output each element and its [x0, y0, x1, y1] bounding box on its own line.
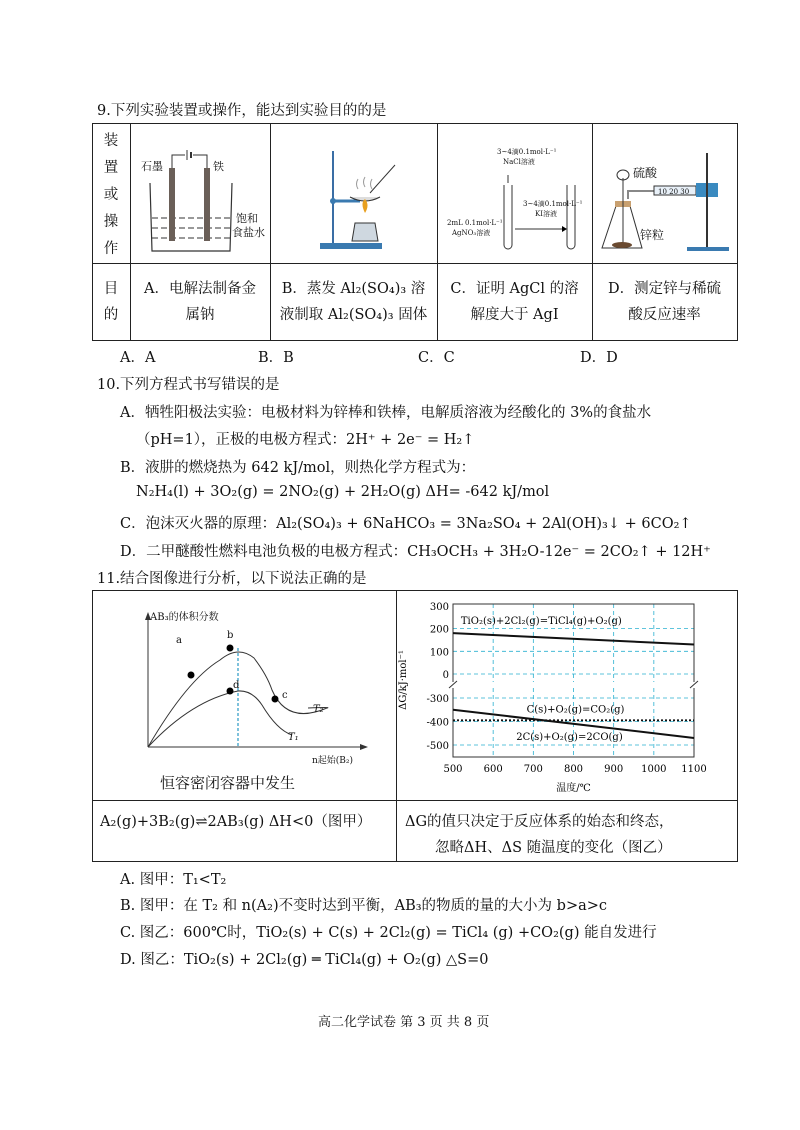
curve-t1-label: T₁ [288, 732, 299, 743]
fig-b-caption-1: ΔG的值只决定于反应体系的始态和终态， [405, 814, 674, 830]
fig-a-reaction: A₂(g)+3B₂(g)⇌2AB₃(g) ΔH<0（图甲） [100, 814, 372, 830]
fig-a-caption: 恒容密闭容器中发生 [160, 774, 296, 792]
page-footer: 高二化学试卷 第 3 页 共 8 页 [318, 1015, 490, 1030]
point-d: d [233, 680, 240, 691]
figure-b-chart [396, 590, 736, 800]
exam-page: 9.下列实验装置或操作，能达到实验目的的是 装 置 或 操 作 目 的 石墨 铁 饱和 食盐水 3~4滴0.1mol·L⁻¹ NaCl溶液 2mL 0.1mol·L⁻¹ AgNO₃溶液 3~4滴0.1mol·L⁻¹ KI溶液 硫酸 10 20 30 锌粒 A．电解法制备金 属钠 B．蒸发 Al₂(SO₄)₃ 溶 液制取 Al₂(SO₄)₃ 固体 C．证明 AgCl 的溶 解度大于 AgI D．测定锌与稀硫 酸反应速率 A．A B．B C．C D．D 10.下列方程式书写错误的是 A．牺牲阳极法实验：电极材料为锌棒和铁棒，电解质溶液为经酸化的 3%的食盐水 （pH=1），正极的电极方程式：2H⁺ + 2e⁻ = H₂↑ B．液肼的燃烧热为 642 kJ/mol，则热化学方程式为： N₂H₄(l) + 3O₂(g) = 2NO₂(g) + 2H₂O(g) ΔH= -642 kJ/mol C．泡沫灭火器的原理：Al₂(SO₄)₃ + 6NaHCO₃ = 3Na₂SO₄ + 2Al(OH)₃↓ + 6CO₂↑ D．二甲醚酸性燃料电池负极的电极方程式：CH₃OCH₃ + 3H₂O-12e⁻ = 2CO₂↑ + 12H⁺ 11.结合图像进行分析，以下说法正确的是 AB₃的体积分数 a b c d T₂ T₁ n起始(B₂) 恒容密闭容器中发生 A₂(g)+3B₂(g)⇌2AB₃(g) ΔH<0（图甲） 300 200 100 0 -300 -400 -500 500 600 700 800 900 1000 1100 温度/℃ ΔG/kJ·mol⁻¹ TiO₂(s)+2Cl₂(g)=TiCl₄(g)+O₂(g) C(s)+O₂(g)=CO₂(g) 2C(s)+O₂(g)=2CO(g) ΔG的值只决定于反应体系的始态和终态， 忽略ΔH、ΔS 随温度的变化（图乙） A. 图甲：T₁<T₂ B. 图甲：在 T₂ 和 n(A₂)不变时达到平衡，AB₃的物质的量的大小为 b>a>c C. 图乙：600℃时，TiO₂(s) + C(s) + 2Cl₂(g) = TiCl₄ (g) +CO₂(g) 能自发进行 D. 图乙：TiO₂(s) + 2Cl₂(g) ═ TiCl₄(g) + O₂(g) △S=0 高二化学试卷 第 3 页 共 8 页 [0, 0, 800, 1130]
point-c: c [282, 690, 288, 701]
y-tick-label: 200 [429, 624, 449, 636]
q10-option-b: B．液肼的燃烧热为 642 kJ/mol，则热化学方程式为： [120, 460, 476, 476]
point-b: b [227, 630, 234, 641]
fig-a-xlabel: n起始(B₂) [312, 756, 354, 766]
row-header-apparatus: 装 置 或 操 作 [103, 133, 119, 257]
label-iron: 铁 [213, 160, 224, 173]
q10-option-b-eq: N₂H₄(l) + 3O₂(g) = 2NO₂(g) + 2H₂O(g) ΔH= -642 kJ/mol [136, 484, 550, 500]
axis-break-gap [447, 682, 700, 688]
label-graphite: 石墨 [141, 160, 163, 173]
curve-t2-label: T₂ [313, 704, 324, 715]
test-tube-apparatus [437, 123, 592, 263]
q9-option-d: D．D [580, 350, 618, 366]
row-header-purpose: 目 的 [103, 281, 119, 323]
y-tick-label: 300 [429, 601, 449, 613]
y-tick-label: -300 [426, 694, 449, 705]
point-a: a [176, 635, 182, 646]
q11-option-d: D. 图乙：TiO₂(s) + 2Cl₂(g) ═ TiCl₄(g) + O₂(g) △S=0 [120, 952, 489, 968]
q10-option-a: A．牺牲阳极法实验：电极材料为锌棒和铁棒，电解质溶液为经酸化的 3%的食盐水 [120, 405, 652, 421]
q10-stem: 10.下列方程式书写错误的是 [97, 377, 280, 393]
q11-option-c: C. 图乙：600℃时，TiO₂(s) + C(s) + 2Cl₂(g) = TiCl₄ (g) +CO₂(g) 能自发进行 [120, 925, 657, 941]
y-tick-label: -500 [426, 741, 449, 752]
x-tick-label: 500 [443, 764, 463, 775]
q10-option-a-cont: （pH=1），正极的电极方程式：2H⁺ + 2e⁻ = H₂↑ [136, 432, 475, 448]
q9-option-a: A．A [120, 350, 156, 366]
label-brine: 饱和 [236, 212, 258, 225]
x-tick-label: 600 [483, 764, 503, 775]
x-tick-label: 1100 [681, 764, 707, 775]
y-tick-label: -400 [426, 717, 449, 729]
q11-option-a: A. 图甲：T₁<T₂ [120, 872, 227, 888]
q9-option-b: B．B [258, 350, 294, 366]
x-tick-label: 900 [604, 764, 624, 775]
purpose-d: D．测定锌与稀硫 酸反应速率 [607, 281, 722, 323]
x-tick-label: 700 [523, 764, 543, 775]
x-tick-label: 800 [563, 764, 584, 775]
purpose-b: B．蒸发 Al₂(SO₄)₃ 溶 液制取 Al₂(SO₄)₃ 固体 [279, 281, 428, 323]
q11-stem: 11.结合图像进行分析，以下说法正确的是 [97, 571, 367, 587]
label-zinc: 锌粒 [640, 228, 665, 242]
series-label: 2C(s)+O₂(g)=2CO(g) [516, 732, 623, 744]
evaporation-apparatus [270, 123, 437, 263]
x-axis-label: 温度/℃ [556, 783, 591, 794]
y-tick-label: 0 [442, 670, 449, 681]
fig-a-ylabel: AB₃的体积分数 [150, 612, 219, 623]
q9-option-c: C．C [418, 350, 455, 366]
q11-option-b: B. 图甲：在 T₂ 和 n(A₂)不变时达到平衡，AB₃的物质的量的大小为 b>a>c [120, 898, 608, 914]
series-label: C(s)+O₂(g)=CO₂(g) [526, 704, 625, 716]
series-label: TiO₂(s)+2Cl₂(g)=TiCl₄(g)+O₂(g) [460, 616, 622, 628]
y-tick-label: 100 [429, 647, 449, 659]
purpose-c: C．证明 AgCl 的溶 解度大于 AgI [450, 281, 579, 323]
label-sulfuric-acid: 硫酸 [633, 166, 658, 180]
fig-b-caption-2: 忽略ΔH、ΔS 随温度的变化（图乙） [435, 840, 672, 856]
q9-stem: 9.下列实验装置或操作，能达到实验目的的是 [97, 103, 387, 119]
q10-option-c: C．泡沫灭火器的原理：Al₂(SO₄)₃ + 6NaHCO₃ = 3Na₂SO₄ + 2Al(OH)₃↓ + 6CO₂↑ [120, 516, 692, 532]
q10-option-d: D．二甲醚酸性燃料电池负极的电极方程式：CH₃OCH₃ + 3H₂O-12e⁻ = 2CO₂↑ + 12H⁺ [120, 544, 711, 560]
figure-a-diagram [92, 590, 396, 800]
purpose-a: A．电解法制备金 属钠 [144, 281, 256, 323]
electrolysis-apparatus [130, 123, 270, 263]
x-tick-label: 1000 [641, 764, 667, 775]
y-axis-label: ΔG/kJ·mol⁻¹ [398, 650, 409, 710]
